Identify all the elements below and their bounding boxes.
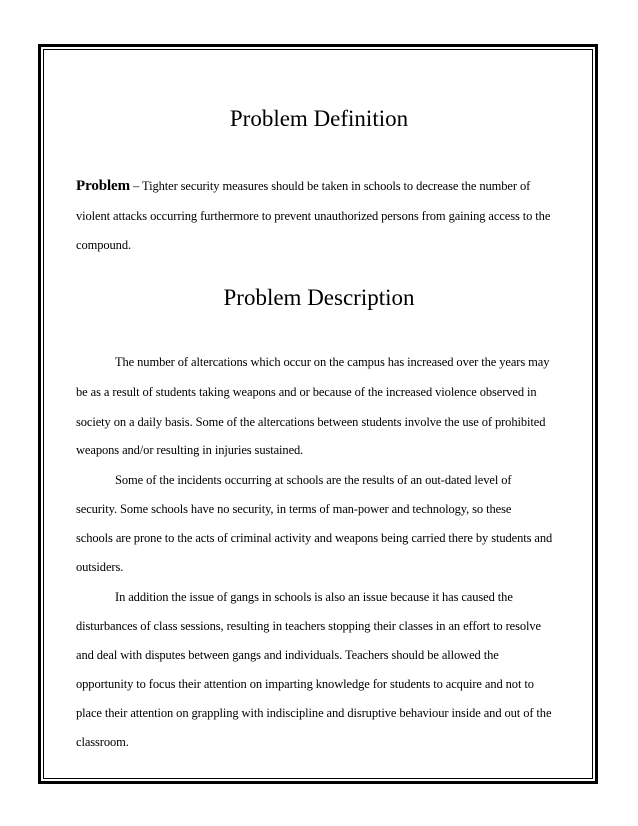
description-line-8: outsiders.	[76, 560, 124, 574]
description-line-11: and deal with disputes between gangs and individuals. Teachers should be allowed the	[76, 648, 499, 662]
description-line-3: society on a daily basis. Some of the altercations between students involve the use of prohibited	[76, 415, 546, 429]
definition-text-1: – Tighter security measures should be taken in schools to decrease the number of	[130, 179, 531, 193]
definition-line-2: violent attacks occurring furthermore to prevent unauthorized persons from gaining access to the	[76, 209, 551, 223]
description-line-12: opportunity to focus their attention on imparting knowledge for students to acquire and not to	[76, 677, 534, 691]
description-line-14: classroom.	[76, 735, 129, 749]
definition-line-1	[76, 178, 530, 195]
description-line-10: disturbances of class sessions, resulting in teachers stopping their classes in an effort to resolve	[76, 619, 542, 633]
description-line-7: schools are prone to the acts of criminal activity and weapons being carried there by students and	[76, 531, 553, 545]
description-line-13: place their attention on grappling with indiscipline and disruptive behaviour inside and out of the	[76, 706, 552, 720]
description-line-5: Some of the incidents occurring at schools are the results of an out-dated level of	[115, 473, 512, 487]
problem-description-heading: Problem Description	[223, 285, 415, 310]
problem-definition-heading: Problem Definition	[229, 106, 409, 131]
page-border-inner	[43, 49, 593, 779]
description-line-1: The number of altercations which occur on the campus has increased over the years may	[115, 355, 550, 369]
definition-line-3: compound.	[76, 238, 131, 252]
description-line-2: be as a result of students taking weapons and or because of the increased violence observed in	[76, 385, 537, 399]
problem-label: Problem	[76, 178, 131, 194]
description-line-9: In addition the issue of gangs in schools is also an issue because it has caused the	[115, 590, 513, 604]
description-line-6: security. Some schools have no security, in terms of man-power and technology, so these	[76, 502, 512, 516]
description-line-4: weapons and/or resulting in injuries sustained.	[76, 443, 304, 457]
